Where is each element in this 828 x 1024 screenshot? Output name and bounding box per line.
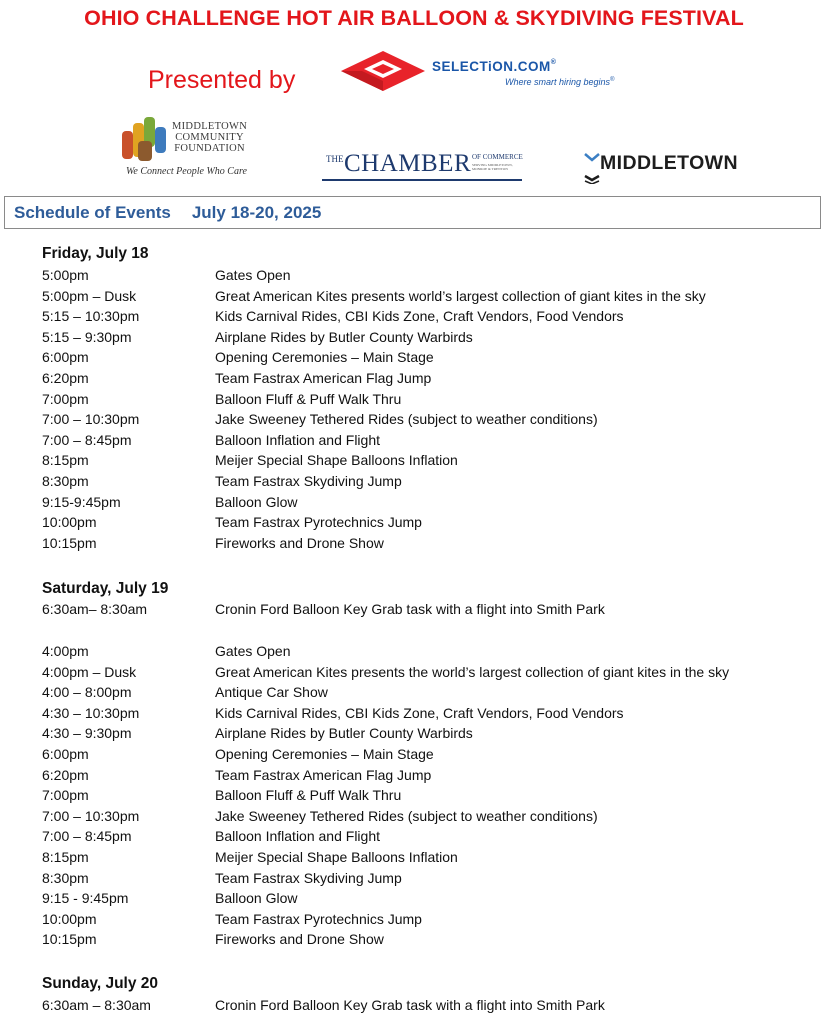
- event-time: 4:00pm: [42, 643, 89, 659]
- event-time: 10:00pm: [42, 910, 97, 927]
- event-description: Antique Car Show: [215, 684, 328, 701]
- schedule-row: [42, 391, 822, 411]
- event-time: 6:00pm: [42, 746, 89, 762]
- middletown-logo: MIDDLETOWN: [583, 149, 743, 185]
- event-description: Gates Open: [215, 267, 291, 283]
- event-description: Great American Kites presents the world’s largest collection of giant kites in the sky: [215, 663, 730, 680]
- schedule-row: [42, 808, 822, 828]
- event-time: 7:00 – 8:45pm: [42, 431, 132, 448]
- event-time: 6:20pm: [42, 766, 89, 783]
- event-description: Cronin Ford Balloon Key Grab task with a flight into Smith Park: [215, 997, 605, 1013]
- event-description: Opening Ceremonies – Main Stage: [215, 746, 434, 762]
- schedule-row: [42, 890, 822, 910]
- mcf-name: MIDDLETOWN COMMUNITY FOUNDATION: [172, 121, 248, 154]
- page-title: OHIO CHALLENGE HOT AIR BALLOON & SKYDIVING FESTIVAL: [84, 6, 744, 30]
- schedule-row: [42, 767, 822, 787]
- event-time: 4:30 – 10:30pm: [42, 704, 140, 721]
- schedule-row: [42, 849, 822, 869]
- event-time: 7:00 – 10:30pm: [42, 807, 140, 824]
- selection-diamond-icon: [340, 50, 426, 92]
- event-time: 8:30pm: [42, 869, 89, 886]
- event-time: 5:15 – 9:30pm: [42, 328, 132, 345]
- event-description: Team Fastrax Pyrotechnics Jump: [215, 910, 422, 927]
- schedule-row: [42, 349, 822, 369]
- event-time: 5:00pm – Dusk: [42, 287, 137, 304]
- event-description: Balloon Fluff & Puff Walk Thru: [215, 787, 402, 804]
- event-description: Gates Open: [215, 643, 291, 659]
- schedule-row: [42, 329, 822, 349]
- chamber-wordmark: CHAMBER: [344, 150, 472, 177]
- schedule-row: [42, 684, 822, 704]
- schedule-row: [42, 911, 822, 931]
- schedule-row: [42, 997, 822, 1017]
- friday-heading: Friday, July 18: [42, 245, 149, 262]
- event-description: Jake Sweeney Tethered Rides (subject to weather conditions): [215, 411, 598, 428]
- mcf-tagline: We Connect People Who Care: [126, 166, 247, 177]
- schedule-banner: [4, 196, 821, 229]
- schedule-row: [42, 288, 822, 308]
- schedule-row: [42, 705, 822, 725]
- schedule-row: [42, 870, 822, 890]
- event-description: Meijer Special Shape Balloons Inflation: [215, 849, 458, 865]
- event-time: 6:20pm: [42, 370, 89, 386]
- schedule-row: [42, 432, 822, 452]
- middletown-community-foundation-logo: [118, 113, 268, 181]
- schedule-row: [42, 411, 822, 431]
- presented-by-label: Presented by: [148, 66, 296, 94]
- chamber-underline: [322, 179, 522, 181]
- schedule-row: [42, 308, 822, 328]
- saturday-heading: Saturday, July 19: [42, 580, 169, 597]
- event-description: Kids Carnival Rides, CBI Kids Zone, Craft Vendors, Food Vendors: [215, 308, 624, 325]
- event-time: 10:00pm: [42, 514, 97, 531]
- event-time: 5:15 – 10:30pm: [42, 308, 140, 325]
- selection-tagline: Where smart hiring begins®: [505, 77, 615, 87]
- schedule-row: [42, 931, 822, 951]
- middletown-m-icon: [583, 150, 601, 184]
- schedule-row: [42, 643, 822, 663]
- schedule-row: [42, 746, 822, 766]
- schedule-row: [42, 725, 822, 745]
- event-time: 7:00 – 8:45pm: [42, 828, 132, 845]
- event-description: Balloon Glow: [215, 890, 298, 907]
- schedule-row: [42, 787, 822, 807]
- event-description: Balloon Inflation and Flight: [215, 431, 380, 448]
- event-description: Cronin Ford Balloon Key Grab task with a flight into Smith Park: [215, 601, 605, 617]
- event-description: Team Fastrax American Flag Jump: [215, 766, 432, 783]
- event-description: Fireworks and Drone Show: [215, 534, 384, 551]
- event-description: Team Fastrax Skydiving Jump: [215, 473, 402, 489]
- schedule-row: [42, 473, 822, 493]
- event-time: 4:00pm – Dusk: [42, 663, 137, 680]
- event-description: Fireworks and Drone Show: [215, 931, 384, 948]
- event-time: 7:00 – 10:30pm: [42, 411, 140, 428]
- event-description: Opening Ceremonies – Main Stage: [215, 349, 434, 366]
- event-time: 4:30 – 9:30pm: [42, 725, 132, 742]
- schedule-row: [42, 494, 822, 514]
- schedule-row: [42, 514, 822, 534]
- event-description: Team Fastrax Skydiving Jump: [215, 869, 402, 886]
- schedule-row: [42, 452, 822, 472]
- schedule-row: [42, 535, 822, 555]
- hands-icon: [118, 113, 174, 165]
- event-time: 7:00pm: [42, 787, 89, 804]
- event-time: 7:00pm: [42, 390, 89, 407]
- event-time: 6:00pm: [42, 349, 89, 366]
- event-time: 9:15-9:45pm: [42, 493, 121, 510]
- event-description: Team Fastrax Pyrotechnics Jump: [215, 514, 422, 531]
- event-time: 8:15pm: [42, 849, 89, 865]
- event-time: 10:15pm: [42, 931, 97, 948]
- event-description: Airplane Rides by Butler County Warbirds: [215, 328, 473, 345]
- chamber-of-commerce-logo: THE CHAMBER OF COMMERCE SERVING MIDDLETOWN, MONROE & TRENTON: [322, 147, 522, 183]
- event-description: Balloon Fluff & Puff Walk Thru: [215, 390, 402, 407]
- sunday-heading: Sunday, July 20: [42, 975, 159, 992]
- event-time: 5:00pm: [42, 267, 89, 283]
- schedule-heading: Schedule of Events July 18-20, 2025: [14, 203, 322, 222]
- schedule-row: [42, 601, 822, 621]
- selection-wordmark: SELECTiON.COM®: [432, 59, 557, 74]
- event-description: Balloon Glow: [215, 493, 298, 510]
- event-description: Jake Sweeney Tethered Rides (subject to weather conditions): [215, 807, 598, 824]
- event-time: 10:15pm: [42, 534, 97, 551]
- selection-logo: [340, 50, 640, 96]
- schedule-row: [42, 267, 822, 287]
- schedule-row: [42, 664, 822, 684]
- event-description: Meijer Special Shape Balloons Inflation: [215, 452, 458, 469]
- event-time: 4:00 – 8:00pm: [42, 684, 132, 701]
- event-time: 8:30pm: [42, 473, 89, 489]
- event-time: 6:30am – 8:30am: [42, 997, 151, 1013]
- event-time: 6:30am– 8:30am: [42, 601, 148, 617]
- event-description: Balloon Inflation and Flight: [215, 828, 380, 845]
- event-description: Great American Kites presents world’s largest collection of giant kites in the sky: [215, 287, 706, 304]
- event-time: 8:15pm: [42, 452, 89, 469]
- schedule-row: [42, 828, 822, 848]
- event-time: 9:15 - 9:45pm: [42, 890, 129, 907]
- event-description: Kids Carnival Rides, CBI Kids Zone, Craft Vendors, Food Vendors: [215, 704, 624, 721]
- event-description: Team Fastrax American Flag Jump: [215, 370, 432, 386]
- schedule-row: [42, 370, 822, 390]
- event-description: Airplane Rides by Butler County Warbirds: [215, 725, 473, 742]
